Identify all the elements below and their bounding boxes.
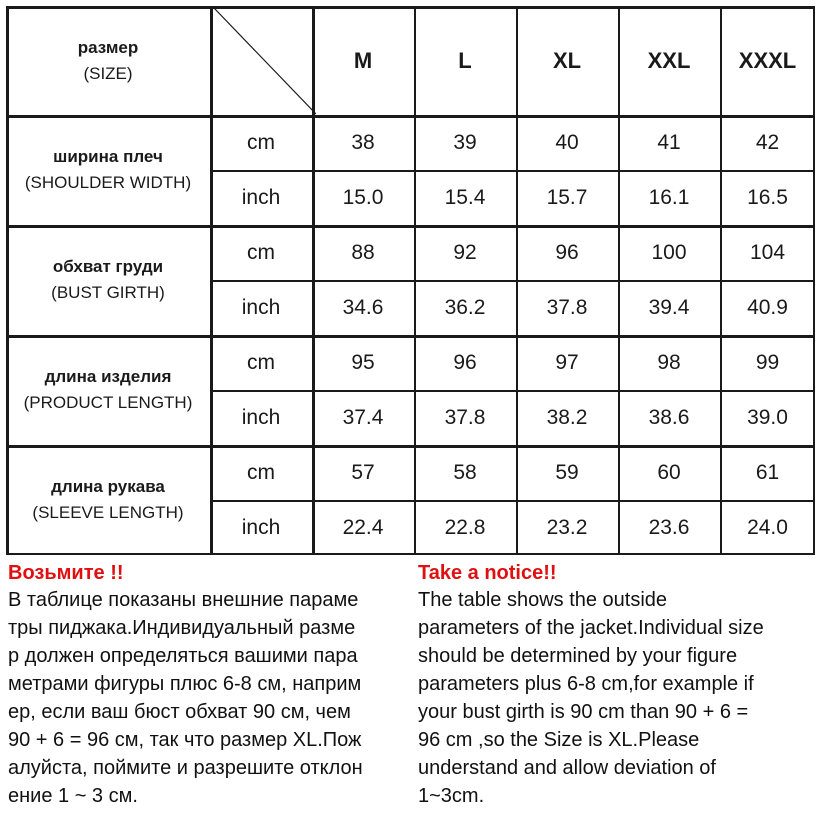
value-cell-inch: 23.6 — [648, 515, 690, 539]
value-cell-inch: 36.2 — [444, 295, 486, 319]
parameter-name-en: (SLEEVE LENGTH) — [32, 503, 184, 522]
value-cell-cm: 98 — [657, 350, 681, 374]
parameter-name-en: (SHOULDER WIDTH) — [24, 173, 192, 192]
unit-label-cm: cm — [247, 350, 275, 374]
value-cell-inch: 37.4 — [342, 405, 384, 429]
size-column-header: XL — [552, 47, 582, 73]
value-cell-inch: 38.2 — [546, 405, 588, 429]
parameter-label-cell — [6, 335, 210, 445]
value-cell-cm: 95 — [351, 350, 375, 374]
parameter-label-cell — [6, 445, 210, 555]
notice-en-text-line: 1~3cm. — [418, 785, 485, 807]
value-cell-inch: 39.4 — [648, 295, 690, 319]
value-cell-inch: 16.1 — [648, 185, 690, 209]
notice-en-text-line: The table shows the outside — [418, 589, 668, 611]
notice-ru-text-line: алуйста, поймите и разрешите отклон — [8, 757, 363, 779]
value-cell-inch: 22.4 — [342, 515, 384, 539]
value-cell-cm: 57 — [351, 460, 375, 484]
value-cell-inch: 34.6 — [342, 295, 384, 319]
notice-ru-text-line: ение 1 ~ 3 см. — [8, 785, 138, 807]
value-cell-inch: 37.8 — [444, 405, 486, 429]
value-cell-inch: 38.6 — [648, 405, 690, 429]
value-cell-inch: 37.8 — [546, 295, 588, 319]
value-cell-inch: 23.2 — [546, 515, 588, 539]
parameter-name-ru: обхват груди — [52, 257, 164, 276]
notice-title-en: Take a notice!! — [418, 562, 557, 584]
value-cell-cm: 59 — [555, 460, 579, 484]
unit-label-inch: inch — [241, 515, 281, 539]
value-cell-cm: 39 — [453, 130, 477, 154]
value-cell-inch: 15.7 — [546, 185, 588, 209]
unit-label-inch: inch — [241, 295, 281, 319]
parameter-name-en: (PRODUCT LENGTH) — [23, 393, 193, 412]
notice-en-text-line: parameters of the jacket.Individual size — [418, 617, 764, 639]
unit-label-inch: inch — [241, 185, 281, 209]
parameter-name-en: (BUST GIRTH) — [51, 283, 165, 302]
size-header-cell — [6, 6, 210, 115]
size-header-ru: размер — [77, 37, 139, 57]
value-cell-inch: 22.8 — [444, 515, 486, 539]
notice-russian — [8, 560, 413, 810]
size-column-header: XXXL — [738, 47, 797, 73]
value-cell-cm: 58 — [453, 460, 477, 484]
unit-label-inch: inch — [241, 405, 281, 429]
notice-title-ru: Возьмите !! — [8, 562, 124, 584]
notice-english — [418, 560, 818, 810]
value-cell-inch: 40.9 — [747, 295, 788, 319]
unit-label-cm: cm — [247, 130, 275, 154]
value-cell-cm: 40 — [555, 130, 579, 154]
value-cell-cm: 100 — [651, 240, 687, 264]
notice-ru-text-line: В таблице показаны внешние параме — [8, 589, 359, 611]
size-column-header: XXL — [647, 47, 691, 73]
size-column-header: M — [353, 47, 373, 73]
parameter-name-ru: длина изделия — [44, 367, 172, 386]
value-cell-cm: 38 — [351, 130, 375, 154]
size-header-en: (SIZE) — [83, 63, 133, 83]
value-cell-inch: 15.0 — [342, 185, 384, 209]
notice-en-text-line: should be determined by your figure — [418, 645, 738, 667]
value-cell-cm: 88 — [351, 240, 375, 264]
parameter-name-ru: длина рукава — [51, 477, 165, 496]
parameter-label-cell — [6, 115, 210, 225]
value-cell-cm: 99 — [755, 350, 780, 374]
header-diagonal-line — [212, 6, 316, 115]
value-cell-cm: 42 — [755, 130, 780, 154]
value-cell-cm: 96 — [453, 350, 477, 374]
unit-label-cm: cm — [247, 460, 275, 484]
unit-label-cm: cm — [247, 240, 275, 264]
value-cell-cm: 61 — [755, 460, 780, 484]
parameter-label-cell — [6, 225, 210, 335]
value-cell-inch: 15.4 — [444, 185, 486, 209]
notice-en-text-line: 96 cm ,so the Size is XL.Please — [418, 729, 700, 751]
notice-ru-text-line: р должен определяться вашими пара — [8, 645, 358, 667]
value-cell-cm: 41 — [657, 130, 681, 154]
notice-en-text-line: parameters plus 6-8 cm,for example if — [418, 673, 754, 695]
parameter-name-ru: ширина плеч — [53, 147, 163, 166]
notice-ru-text-line: 90 + 6 = 96 см, так что размер XL.Пож — [8, 729, 362, 751]
value-cell-cm: 97 — [555, 350, 579, 374]
value-cell-cm: 92 — [453, 240, 477, 264]
value-cell-inch: 24.0 — [747, 515, 788, 539]
value-cell-inch: 39.0 — [747, 405, 788, 429]
value-cell-cm: 104 — [749, 240, 786, 264]
notice-en-text-line: your bust girth is 90 cm than 90 + 6 = — [418, 701, 749, 723]
value-cell-inch: 16.5 — [747, 185, 788, 209]
notice-ru-text-line: метрами фигуры плюс 6-8 см, наприм — [8, 673, 362, 695]
size-column-header: L — [458, 47, 472, 73]
notice-ru-text-line: ер, если ваш бюст обхват 90 см, чем — [8, 701, 351, 723]
notice-en-text-line: understand and allow deviation of — [418, 757, 716, 779]
value-cell-cm: 96 — [555, 240, 579, 264]
size-chart-table — [6, 6, 815, 555]
notice-ru-text-line: тры пиджака.Индивидуальный разме — [8, 617, 356, 639]
value-cell-cm: 60 — [657, 460, 681, 484]
